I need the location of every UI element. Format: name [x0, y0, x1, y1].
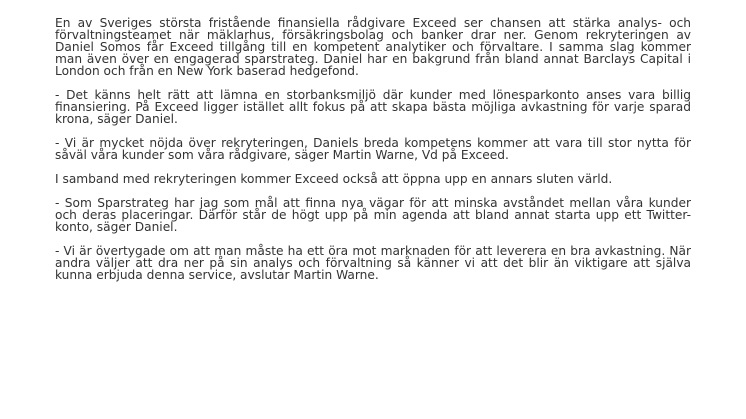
article-body [55, 17, 691, 281]
paragraph-quote-daniel-2: - Som Sparstrateg har jag som mål att finna nya vägar för att minska avståndet mellan våra kunder och deras placeringar. Därför står de högt upp på min agenda att bland annat starta upp ett Twitter-konto, säger Daniel. [55, 196, 691, 234]
paragraph-quote-daniel-1: - Det känns helt rätt att lämna en storbanksmiljö där kunder med lönesparkonto anses vara billig finansiering. På Exceed ligger istället allt fokus på att skapa bästa möjliga avkastning för varje sparad krona, säger Daniel. [55, 88, 691, 126]
paragraph-quote-martin-2: - Vi är övertygade om att man måste ha ett öra mot marknaden för att leverera en bra avkastning. När andra väljer att dra ner på sin analys och förvaltning så känner vi att det blir än viktigare att själva kunna erbjuda denna service, avslutar Martin Warne. [55, 244, 691, 282]
paragraph-open-world: I samband med rekryteringen kommer Exceed också att öppna upp en annars sluten värld. [55, 172, 613, 186]
paragraph-intro: En av Sveriges största fristående finansiella rådgivare Exceed ser chansen att stärka analys- och förvaltningsteamet när mäklarhus, försäkringsbolag och banker drar ner. Genom rekryteringen av Daniel Somos får Exceed tillgång till en kompetent analytiker och förvaltare. I samma slag kommer man även över en engagerad sparstrateg. Daniel har en bakgrund från bland annat Barclays Capital i London och från en New York baserad hedgefond. [55, 16, 691, 78]
paragraph-quote-martin-1: - Vi är mycket nöjda över rekryteringen, Daniels breda kompetens kommer att vara till stor nytta för såväl våra kunder som våra rådgivare, säger Martin Warne, Vd på Exceed. [55, 136, 691, 162]
